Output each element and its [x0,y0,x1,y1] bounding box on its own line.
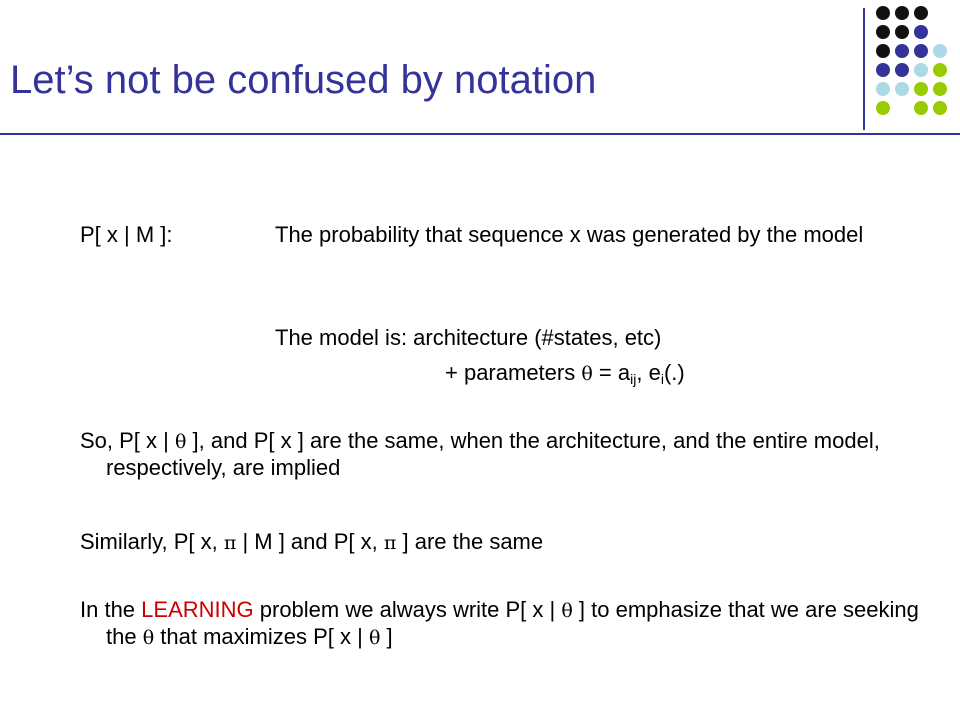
dot-navy [914,25,928,39]
theta-symbol: θ [174,431,187,453]
dot-navy [914,44,928,58]
dot-green [933,82,947,96]
theta-symbol: θ [581,363,593,385]
theta-symbol: θ [368,627,381,649]
dot-green [933,63,947,77]
dot-green [914,101,928,115]
dot-navy [895,44,909,58]
model-line: The model is: architecture (#states, etc) [275,325,662,350]
dot-navy [895,63,909,77]
pi-symbol: π [223,532,237,554]
slide-title: Let’s not be confused by notation [10,58,597,102]
vertical-divider [863,8,865,130]
theta-symbol: θ [142,627,155,649]
paragraph-learning: In the LEARNING problem we always write P[ x | θ ] to emphasize that we are seeking the θ that maximizes P[ x | θ ] [80,597,919,649]
dot-black [876,6,890,20]
pi-symbol: π [383,532,397,554]
dot-green [933,101,947,115]
definition-label: P[ x | M ]: [80,222,173,247]
paragraph-similarly: Similarly, P[ x, π | M ] and P[ x, π ] are the same [80,529,544,554]
dot-black [914,6,928,20]
theta-symbol: θ [561,600,573,622]
dot-green [876,101,890,115]
dot-black [876,25,890,39]
dot-black [895,25,909,39]
dot-lightblue [933,44,947,58]
dot-lightblue [914,63,928,77]
definition-text: The probability that sequence x was generated by the model [275,222,864,247]
dot-black [895,6,909,20]
dot-navy [876,63,890,77]
title-underline [0,133,960,135]
dot-green [914,82,928,96]
dot-black [876,44,890,58]
dot-lightblue [895,82,909,96]
learning-highlight: LEARNING [141,597,254,622]
dot-lightblue [876,82,890,96]
parameters-line: + parameters $\theta = a_{ij}$, $e_i(.)$ [445,360,685,387]
paragraph-so: So, P[ x | θ ], and P[ x ] are the same, when the architecture, and the entire model, respectively, are implied [80,428,880,480]
